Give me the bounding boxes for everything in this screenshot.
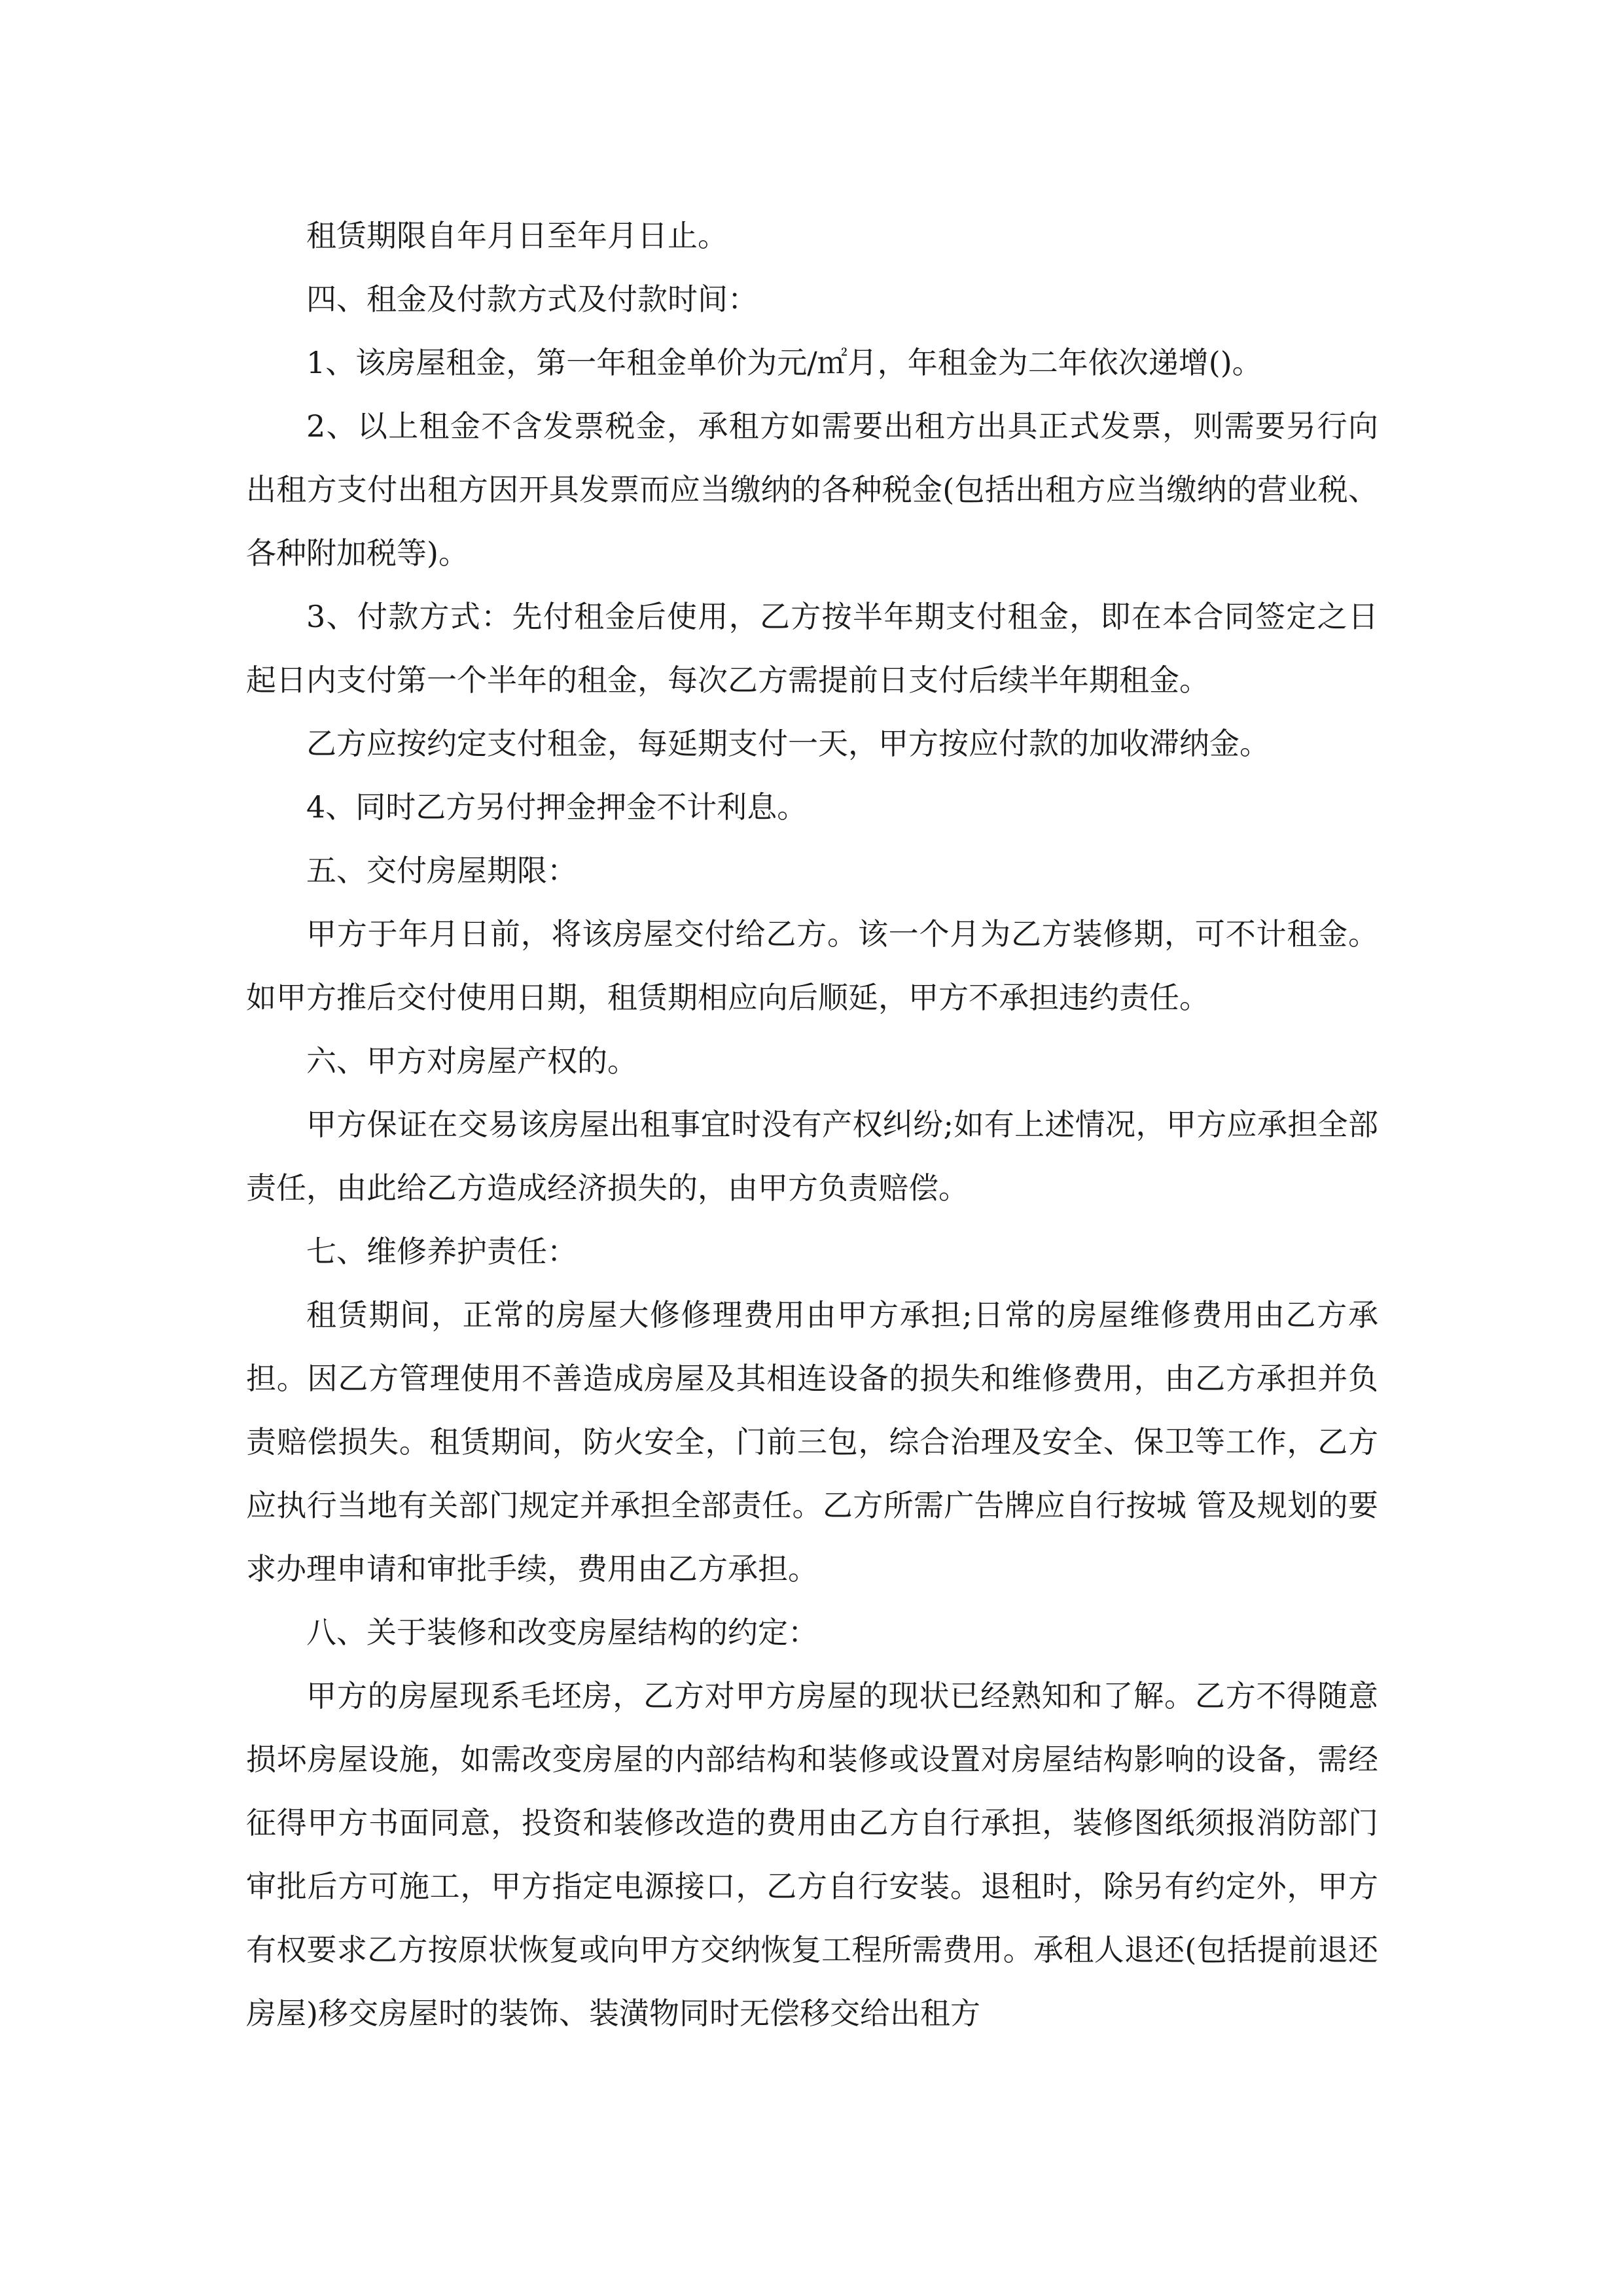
paragraph-invoice-tax: 2、以上租金不含发票税金，承租方如需要出租方出具正式发票，则需要另行向出租方支付出租方因开具发票而应当缴纳的各种税金(包括出租方应当缴纳的营业税、各种附加税等)。 — [246, 408, 1378, 571]
heading-rent-payment: 四、租金及付款方式及付款时间： — [306, 281, 758, 317]
paragraph-renovation: 甲方的房屋现系毛坯房，乙方对甲方房屋的现状已经熟知和了解。乙方不得随意损坏房屋设施，如需改变房屋的内部结构和装修或设置对房屋结构影响的设备，需经征得甲方书面同意，投资和装修改造的费用由乙方自行承担，装修图纸须报消防部门审批后方可施工，甲方指定电源接口，乙方自行安装。退租时，除另有约定外，甲方有权要求乙方按原状恢复或向甲方交纳恢复工程所需费用。承租人退还(包括提前退还房屋)移交房屋时的装饰、装潢物同时无偿移交给出租方 — [246, 1678, 1378, 2031]
heading-maintenance: 七、维修养护责任： — [306, 1234, 577, 1269]
paragraph-maintenance: 租赁期间，正常的房屋大修修理费用由甲方承担;日常的房屋维修费用由乙方承担。因乙方管理使用不善造成房屋及其相连设备的损失和维修费用，由乙方承担并负责赔偿损失。租赁期间，防火安全，门前三包，综合治理及安全、保卫等工作，乙方应执行当地有关部门规定并承担全部责任。乙方所需广告牌应自行按城 管及规划的要求办理申请和审批手续，费用由乙方承担。 — [246, 1297, 1378, 1587]
contract-body — [246, 204, 1378, 2045]
paragraph-rent-price: 1、该房屋租金，第一年租金单价为元/㎡月，年租金为二年依次递增()。 — [306, 345, 1262, 380]
paragraph-property-rights: 甲方保证在交易该房屋出租事宜时没有产权纠纷;如有上述情况，甲方应承担全部责任，由此给乙方造成经济损失的，由甲方负责赔偿。 — [246, 1107, 1378, 1206]
paragraph-lease-term: 租赁期限自年月日至年月日止。 — [306, 218, 728, 253]
paragraph-deposit: 4、同时乙方另付押金押金不计利息。 — [306, 789, 808, 825]
paragraph-late-fee: 乙方应按约定支付租金，每延期支付一天，甲方按应付款的加收滞纳金。 — [306, 726, 1270, 761]
heading-property-rights: 六、甲方对房屋产权的。 — [306, 1043, 637, 1079]
paragraph-payment-method: 3、付款方式：先付租金后使用，乙方按半年期支付租金，即在本合同签定之日起日内支付第一个半年的租金，每次乙方需提前日支付后续半年期租金。 — [246, 599, 1378, 698]
heading-delivery-period: 五、交付房屋期限： — [306, 853, 577, 888]
paragraph-delivery: 甲方于年月日前，将该房屋交付给乙方。该一个月为乙方装修期，可不计租金。如甲方推后交付使用日期，租赁期相应向后顺延，甲方不承担违约责任。 — [246, 916, 1378, 1015]
heading-renovation: 八、关于装修和改变房屋结构的约定： — [306, 1615, 818, 1650]
